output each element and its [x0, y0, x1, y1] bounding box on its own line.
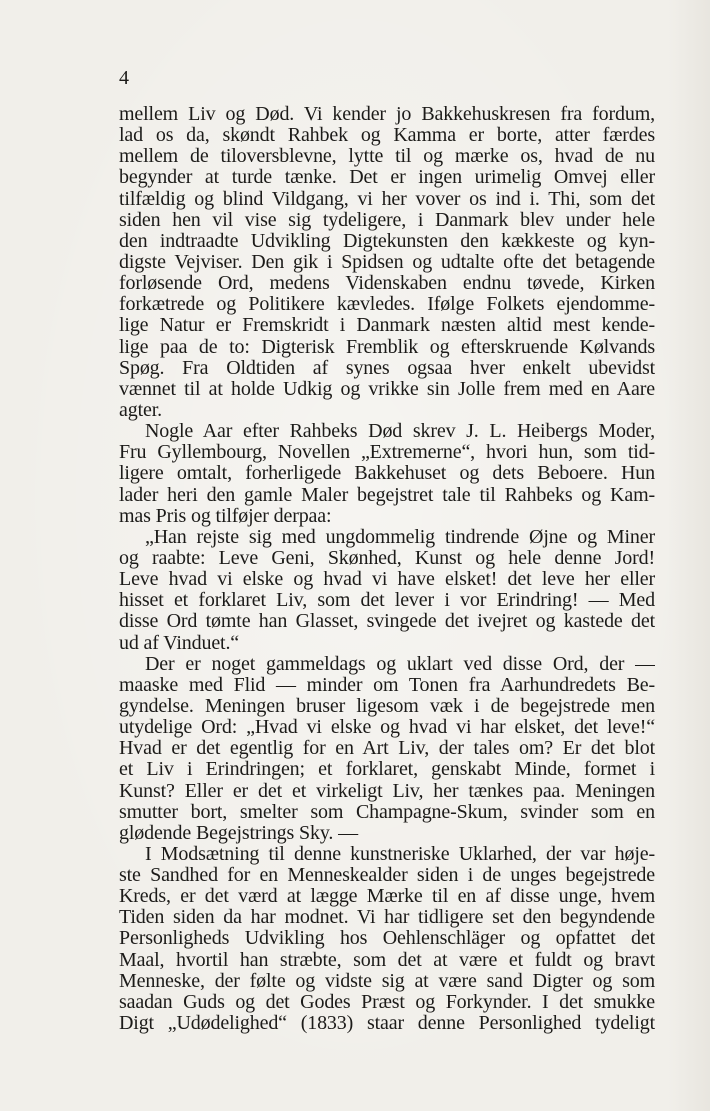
- text-line: ud af Vinduet.“: [119, 632, 240, 654]
- text-line: Der er noget gammeldags og uklart ved disse Ord, der —: [145, 653, 655, 675]
- text-line: maaske med Flid — minder om Tonen fra Aarhundredets Be-: [119, 674, 655, 696]
- text-line: Kreds, er det værd at lægge Mærke til en af disse unge, hvem: [119, 886, 655, 908]
- text-line: mellem Liv og Død. Vi kender jo Bakkehuskresen fra fordum,: [119, 104, 655, 125]
- text-line: og raabte: Leve Geni, Skønhed, Kunst og hele denne Jord!: [119, 547, 655, 569]
- text-line: „Han rejste sig med ungdommelig tindrende Øjne og Miner: [145, 526, 655, 548]
- text-line: Hvad er det egentlig for en Art Liv, der tales om? Er det blot: [119, 738, 655, 760]
- text-line: Digt „Udødelighed“ (1833) staar denne Personlighed tydeligt: [119, 1013, 655, 1035]
- text-line: forkætrede og Politikere kævledes. Ifølge Folkets ejendomme-: [119, 294, 655, 316]
- text-line: glødende Begejstrings Sky. —: [119, 822, 358, 844]
- text-line: hisset et forklaret Liv, som det lever i vor Erindring! — Med: [119, 590, 655, 612]
- text-line: Fru Gyllembourg, Novellen „Extremerne“, hvori hun, som tid-: [119, 442, 655, 464]
- text-line: forløsende Ord, medens Videnskaben endnu tøvede, Kirken: [119, 273, 655, 295]
- text-line: lad os da, skøndt Rahbek og Kamma er borte, atter færdes: [119, 125, 655, 147]
- page-edge-shadow: [668, 0, 710, 1111]
- text-line: Kunst? Eller er det et virkeligt Liv, her tænkes paa. Meningen: [119, 780, 655, 802]
- text-line: tilfældig og blind Vildgang, vi her vover os ind i. Thi, som det: [119, 188, 655, 210]
- text-line: I Modsætning til denne kunstneriske Uklarhed, der var høje-: [145, 843, 655, 865]
- text-line: siden hen vil vise sig tydeligere, i Danmark blev under hele: [119, 209, 655, 231]
- text-line: lader heri den gamle Maler begejstret tale til Rahbeks og Kam-: [119, 484, 655, 506]
- text-line: begynder at turde tænke. Det er ingen urimelig Omvej eller: [119, 167, 655, 189]
- text-line: utydelige Ord: „Hvad vi elske og hvad vi har elsket, det leve!“: [119, 717, 655, 739]
- text-line: lige Natur er Fremskridt i Danmark næsten altid mest kende-: [119, 315, 655, 337]
- text-line: mellem de tiloversblevne, lytte til og mærke os, hvad de nu: [119, 146, 655, 168]
- text-line: Menneske, der følte og vidste sig at være sand Digter og som: [119, 970, 655, 992]
- text-line: disse Ord tømte han Glasset, svingede det ivejret og kastede det: [119, 611, 655, 633]
- page-number: 4: [119, 67, 129, 89]
- text-line: ligere omtalt, forherligede Bakkehuset og dets Beboere. Hun: [119, 463, 655, 485]
- text-line: Nogle Aar efter Rahbeks Død skrev J. L. Heibergs Moder,: [145, 421, 655, 443]
- text-line: Maal, hvortil han stræbte, som det at være et fuldt og bravt: [119, 949, 655, 971]
- text-line: digste Vejviser. Den gik i Spidsen og udtalte ofte det betagende: [119, 251, 655, 273]
- text-line: Personligheds Udvikling hos Oehlenschläger og opfattet det: [119, 928, 655, 950]
- text-line: den indtraadte Udvikling Digtekunsten den kækkeste og kyn-: [119, 230, 655, 252]
- text-line: lige paa de to: Digterisk Fremblik og efterskruende Kølvands: [119, 336, 655, 358]
- text-line: smutter bort, smelter som Champagne-Skum, svinder som en: [119, 801, 655, 823]
- text-line: et Liv i Erindringen; et forklaret, genskabt Minde, formet i: [119, 759, 655, 781]
- text-line: mas Pris og tilføjer derpaa:: [119, 505, 332, 527]
- text-line: Tiden siden da har modnet. Vi har tidligere set den begyndende: [119, 907, 655, 929]
- text-line: saadan Guds og det Godes Præst og Forkynder. I det smukke: [119, 991, 655, 1013]
- body-text: [119, 104, 655, 1034]
- text-line: vænnet til at holde Udkig og vrikke sin Jolle frem med en Aare: [119, 378, 655, 400]
- text-line: agter.: [119, 399, 162, 421]
- text-line: Spøg. Fra Oldtiden af synes ogsaa hver enkelt ubevidst: [119, 357, 655, 379]
- text-line: ste Sandhed for en Menneskealder siden i de unges begejstrede: [119, 865, 655, 887]
- text-line: Leve hvad vi elske og hvad vi have elsket! det leve her eller: [119, 569, 655, 591]
- text-line: gyndelse. Meningen bruser ligesom væk i de begejstrede men: [119, 695, 655, 717]
